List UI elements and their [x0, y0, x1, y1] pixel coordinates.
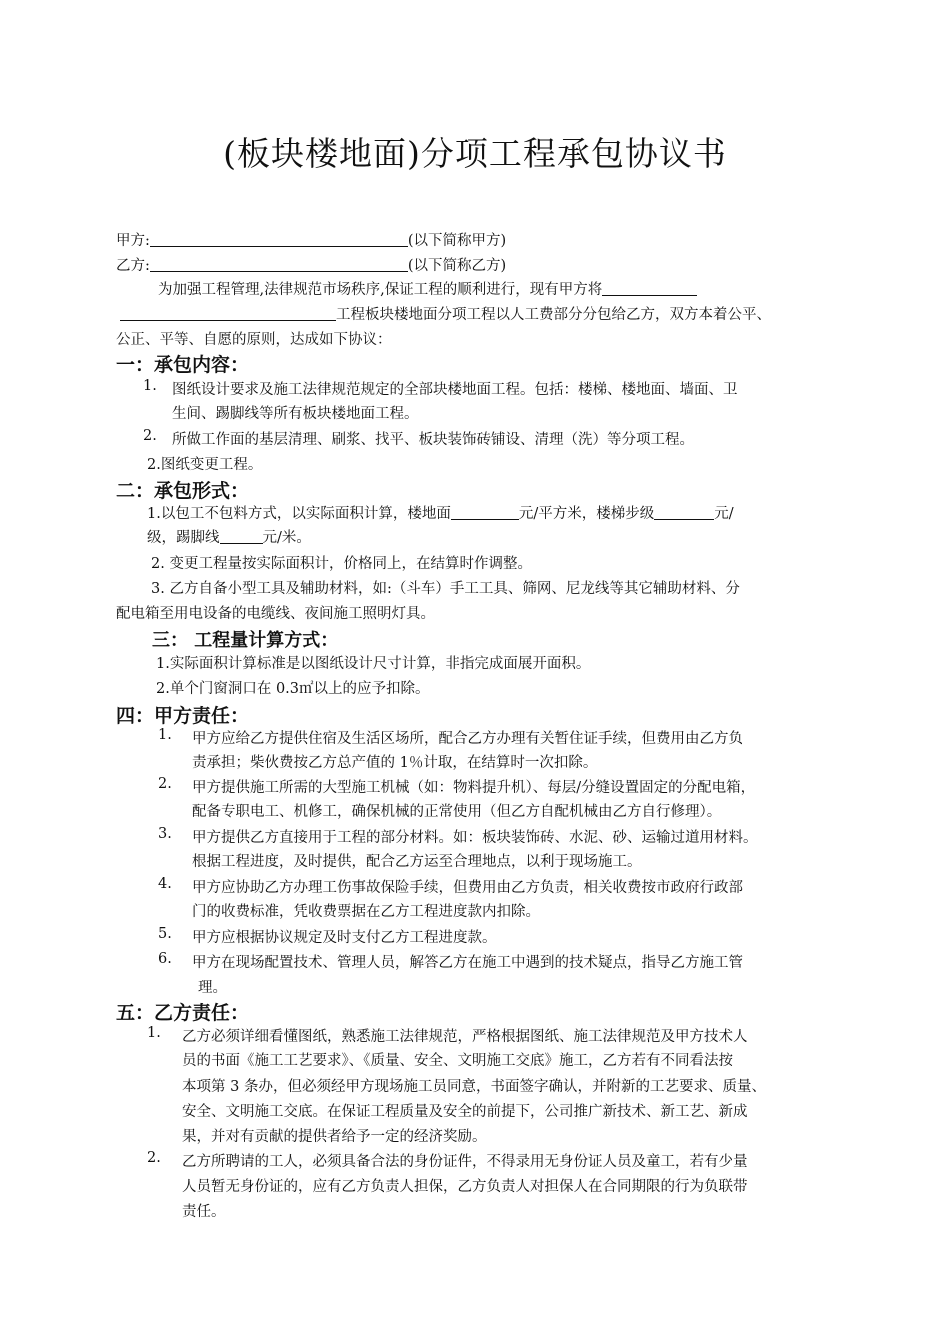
list-item: 乙方必须详细看懂图纸，熟悉施工法律规范，严格根据图纸、施工法律规范及甲方技术人 [182, 1029, 748, 1045]
list-item-cont: 理。 [198, 980, 227, 996]
list-number: 3. [158, 826, 172, 842]
list-item-cont: 人员暂无身份证的，应有乙方负责人担保，乙方负责人对担保人在合同期限的行为负联带 [182, 1179, 748, 1195]
pricing-line-1 [147, 502, 734, 523]
list-number: 2. [143, 428, 157, 444]
pricing-text-4: 级，踢脚线 [147, 530, 220, 546]
section-5-heading: 五：乙方责任： [116, 1002, 250, 1024]
list-item: 2.单个门窗洞口在 0.3㎡以上的应予扣除。 [156, 681, 430, 697]
section-1-heading: 一：承包内容： [116, 354, 250, 376]
intro-line-1 [158, 278, 697, 299]
list-item-cont: 安全、文明施工交底。在保证工程质量及安全的前提下，公司推广新技术、新工艺、新成 [182, 1104, 748, 1120]
list-number: 1. [158, 727, 172, 743]
pricing-line-2 [147, 526, 311, 547]
list-item: 2.图纸变更工程。 [147, 457, 263, 473]
intro-line-3: 公正、平等、自愿的原则，达成如下协议： [116, 332, 392, 348]
list-number: 2. [147, 1150, 161, 1166]
list-item: 甲方在现场配置技术、管理人员，解答乙方在施工中遇到的技术疑点，指导乙方施工管 [192, 955, 743, 971]
pricing-text-5: 元/米。 [262, 530, 311, 546]
party-a-line [116, 229, 506, 250]
list-item: 图纸设计要求及施工法律规范规定的全部块楼地面工程。包括：楼梯、楼地面、墙面、卫 [172, 382, 738, 398]
list-item: 3. 乙方自备小型工具及辅助材料，如:（斗车）手工工具、筛网、尼龙线等其它辅助材料、分 [151, 581, 740, 597]
list-item-cont: 责承担；柴伙费按乙方总产值的 1％计取，在结算时一次扣除。 [192, 755, 598, 771]
list-number: 1. [147, 1025, 161, 1041]
intro-line-2 [120, 303, 771, 324]
intro-text-1: 为加强工程管理,法律规范市场秩序,保证工程的顺利进行，现有甲方将 [158, 282, 603, 298]
list-item-cont: 门的收费标准，凭收费票据在乙方工程进度款内扣除。 [192, 904, 540, 920]
list-number: 2. [158, 776, 172, 792]
list-item: 甲方应根据协议规定及时支付乙方工程进度款。 [192, 930, 497, 946]
party-a-blank [150, 231, 408, 247]
list-number: 5. [158, 926, 172, 942]
list-item-cont: 配电箱至用电设备的电缆线、夜间施工照明灯具。 [116, 606, 435, 622]
list-item: 甲方提供乙方直接用于工程的部分材料。如：板块装饰砖、水泥、砂、运输过道用材料。 [192, 830, 758, 846]
party-a-label: 甲方: [116, 233, 150, 249]
project-name-blank [602, 280, 697, 296]
list-item: 甲方应给乙方提供住宿及生活区场所，配合乙方办理有关暂住证手续，但费用由乙方负 [192, 731, 743, 747]
list-item-cont: 本项第 3 条办，但必须经甲方现场施工员同意，书面签字确认，并附新的工艺要求、质量、 [182, 1079, 766, 1095]
list-item-cont: 配备专职电工、机修工，确保机械的正常使用（但乙方自配机械由乙方自行修理）。 [192, 804, 722, 820]
skirting-price-blank [220, 528, 263, 544]
party-b-suffix: (以下简称乙方) [407, 258, 507, 274]
list-item: 1.实际面积计算标准是以图纸设计尺寸计算，非指完成面展开面积。 [156, 656, 591, 672]
project-name-blank-2 [120, 305, 336, 321]
list-number: 1. [143, 378, 157, 394]
pricing-text-2: 元/平方米，楼梯步级 [518, 506, 655, 522]
list-item-cont: 员的书面《施工工艺要求》、《质量、安全、文明施工交底》施工，乙方若有不同看法按 [182, 1053, 733, 1069]
pricing-text-3: 元/ [714, 506, 734, 522]
list-item: 甲方应协助乙方办理工伤事故保险手续，但费用由乙方负责，相关收费按市政府行政部 [192, 880, 743, 896]
list-number: 4. [158, 876, 172, 892]
list-number: 6. [158, 951, 172, 967]
list-item-cont: 生间、踢脚线等所有板块楼地面工程。 [172, 406, 419, 422]
section-4-heading: 四：甲方责任： [116, 705, 250, 727]
section-2-heading: 二：承包形式： [116, 480, 250, 502]
list-item-cont: 根据工程进度，及时提供，配合乙方运至合理地点，以利于现场施工。 [192, 854, 642, 870]
party-b-line [116, 254, 506, 275]
list-item: 2. 变更工程量按实际面积计，价格同上，在结算时作调整。 [151, 556, 532, 572]
intro-text-2: 工程板块楼地面分项工程以人工费部分分包给乙方，双方本着公平、 [336, 307, 771, 323]
list-item-cont: 果，并对有贡献的提供者给予一定的经济奖励。 [182, 1129, 487, 1145]
list-item: 所做工作面的基层清理、刷浆、找平、板块装饰砖铺设、清理（洗）等分项工程。 [172, 432, 694, 448]
party-b-label: 乙方: [116, 258, 150, 274]
floor-price-blank [451, 504, 519, 520]
list-item-cont: 责任。 [182, 1204, 226, 1220]
stair-price-blank [654, 504, 714, 520]
list-item: 乙方所聘请的工人，必须具备合法的身份证件，不得录用无身份证人员及童工，若有少量 [182, 1154, 748, 1170]
party-a-suffix: (以下简称甲方) [407, 233, 507, 249]
party-b-blank [150, 256, 408, 272]
list-item: 甲方提供施工所需的大型施工机械（如：物料提升机）、每层/分缝设置固定的分配电箱， [192, 780, 756, 796]
pricing-text-1: 1.以包工不包料方式，以实际面积计算，楼地面 [147, 506, 451, 522]
document-title: (板块楼地面)分项工程承包协议书 [223, 134, 727, 173]
section-3-heading: 三： 工程量计算方式： [152, 630, 339, 651]
